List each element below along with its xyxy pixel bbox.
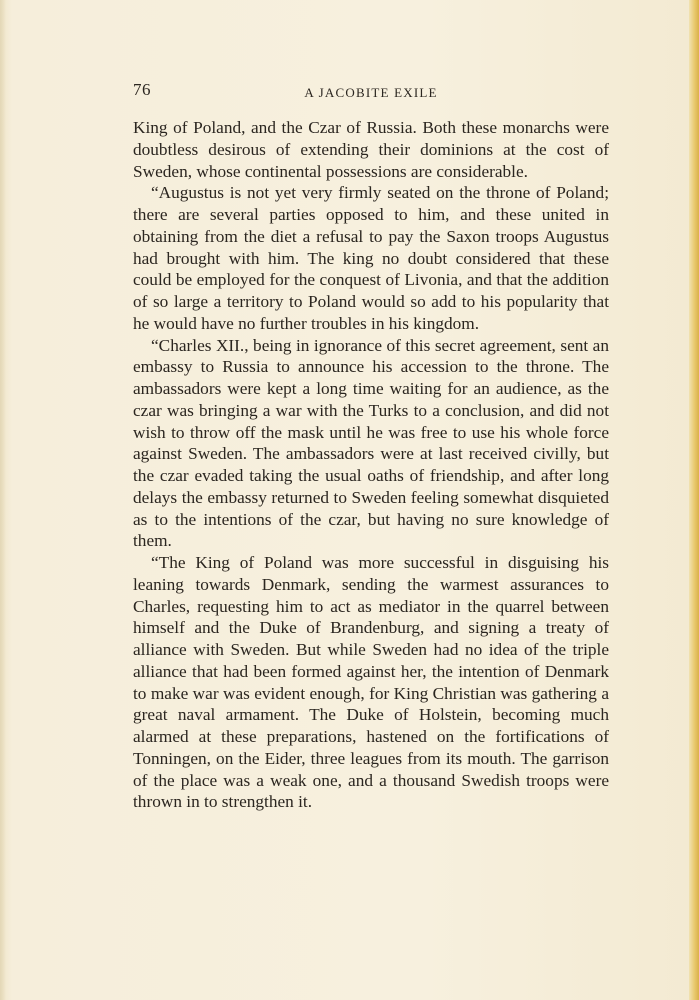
page-number: 76 <box>133 80 151 99</box>
page-gutter-shadow <box>0 0 6 1000</box>
paragraph: “The King of Poland was more successful in disguising his leaning towards Denmark, sending the warmest assurances to Charles, requesting him to act as mediator in the quarrel between himself and the Duke of Brandenburg, and signing a treaty of alliance with Sweden. But while Sweden had no idea of the triple alliance that had been formed against her, the intention of Denmark to make war was evident enough, for King Christian was gathering a great naval armament. The Duke of Holstein, becoming much alarmed at these preparations, hastened on the fortifications of Tonningen, on the Eider, three leagues from its mouth. The garrison of the place was a weak one, and a thousand Swedish troops were thrown in to strengthen it. <box>133 553 609 812</box>
running-title: A JACOBITE EXILE <box>304 85 438 100</box>
body-text <box>133 117 609 813</box>
page-header <box>133 80 609 104</box>
paragraph: King of Poland, and the Czar of Russia. Both these monarchs were doubtless desirous of extending their dominions at the cost of Sweden, whose continental possessions are considerable. <box>133 118 609 181</box>
paragraph: “Charles XII., being in ignorance of this secret agreement, sent an embassy to Russia to announce his accession to the throne. The ambassadors were kept a long time waiting for an audience, as the czar was bringing a war with the Turks to a conclusion, and did not wish to throw off the mask until he was free to use his whole force against Sweden. The ambassadors were at last received civilly, but the czar evaded taking the usual oaths of friendship, and after long delays the embassy returned to Sweden feeling somewhat disquieted as to the intentions of the czar, but having no sure knowledge of them. <box>133 335 609 551</box>
paragraph: “Augustus is not yet very firmly seated on the throne of Poland; there are several parties opposed to him, and these united in obtaining from the diet a refusal to pay the Saxon troops Augustus had brought with him. The king no doubt considered that these could be employed for the conquest of Livonia, and that the addition of so large a territory to Poland would so add to his popularity that he would have no further troubles in his kingdom. <box>133 183 609 333</box>
page-edge <box>689 0 699 1000</box>
